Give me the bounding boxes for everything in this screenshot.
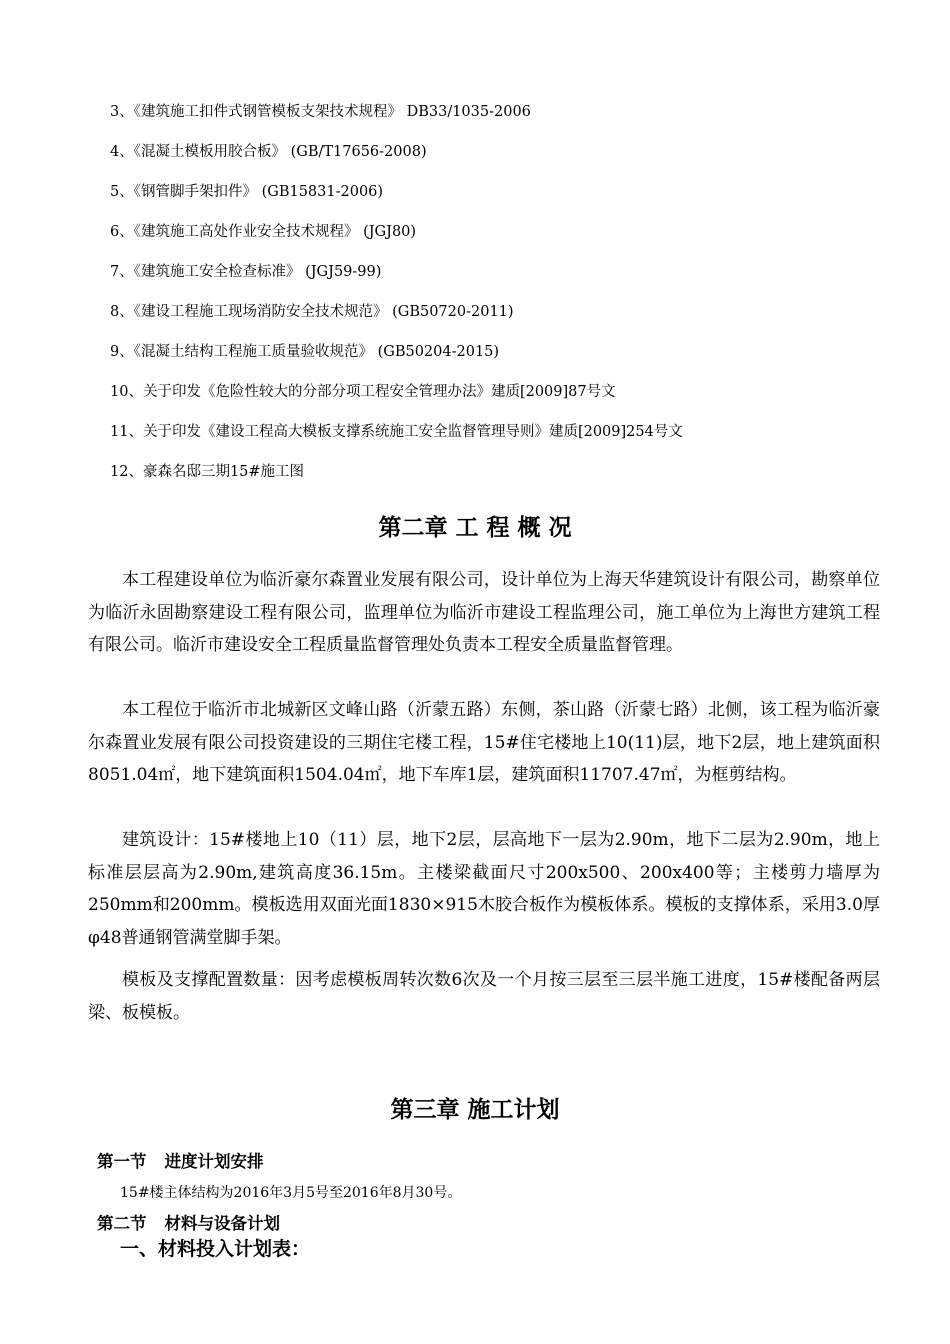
reference-item-6: 6、《建筑施工高处作业安全技术规程》 (JGJ80) — [110, 224, 417, 240]
section-1-heading — [97, 1151, 264, 1173]
chapter-2-title: 第二章 工 程 概 况 — [378, 514, 572, 541]
reference-item-12: 12、豪森名邸三期15#施工图 — [110, 464, 305, 480]
reference-item-11: 11、关于印发《建设工程高大模板支撑系统施工安全监督管理导则》建质[2009]254号文 — [110, 424, 683, 440]
reference-item-9: 9、《混凝土结构工程施工质量验收规范》 (GB50204-2015) — [110, 344, 500, 360]
reference-item-5: 5、《钢管脚手架扣件》 (GB15831-2006) — [110, 184, 384, 200]
overview-paragraph-1: 本工程建设单位为临沂豪尔森置业发展有限公司，设计单位为上海天华建筑设计有限公司，勘察单位为临沂永固勘察建设工程有限公司，监理单位为临沂市建设工程监理公司，施工单位为上海世方建筑工程有限公司。临沂市建设安全工程质量监督管理处负责本工程安全质量监督管理。 — [88, 570, 880, 655]
section-1-title: 进度计划安排 — [164, 1152, 264, 1171]
reference-item-8: 8、《建设工程施工现场消防安全技术规范》 (GB50720-2011) — [110, 304, 514, 320]
overview-paragraph-2: 本工程位于临沂市北城新区文峰山路（沂蒙五路）东侧，茶山路（沂蒙七路）北侧，该工程为临沂豪尔森置业发展有限公司投资建设的三期住宅楼工程，15#住宅楼地上10(11)层，地下2层，地上建筑面积8051.04㎡，地下建筑面积1504.04㎡，地下车库1层，建筑面积11707.47㎡，为框剪结构。 — [88, 700, 880, 785]
reference-item-3: 3、《建筑施工扣件式钢管模板支架技术规程》 DB33/1035-2006 — [110, 104, 531, 120]
reference-item-7: 7、《建筑施工安全检查标准》 (JGJ59-99) — [110, 264, 382, 280]
chapter-3-title: 第三章 施工计划 — [390, 1096, 560, 1123]
section-2-number: 第二节 — [97, 1214, 147, 1233]
section-2-title: 材料与设备计划 — [164, 1214, 280, 1233]
reference-item-4: 4、《混凝土模板用胶合板》 (GB/T17656-2008) — [110, 144, 427, 160]
section-2-heading — [97, 1213, 280, 1235]
overview-paragraph-4: 模板及支撑配置数量：因考虑模板周转次数6次及一个月按三层至三层半施工进度，15#楼配备两层梁、板模板。 — [88, 970, 880, 1023]
material-plan-subheading: 一、材料投入计划表： — [120, 1238, 311, 1260]
reference-item-10: 10、关于印发《危险性较大的分部分项工程安全管理办法》建质[2009]87号文 — [110, 384, 616, 400]
section-1-number: 第一节 — [97, 1152, 147, 1171]
schedule-text: 15#楼主体结构为2016年3月5号至2016年8月30号。 — [120, 1185, 462, 1201]
overview-paragraph-3: 建筑设计：15#楼地上10（11）层，地下2层，层高地下一层为2.90m，地下二层为2.90m，地上标准层层高为2.90m,建筑高度36.15m。主楼梁截面尺寸200x500、200x400等；主楼剪力墙厚为250mm和200mm。模板选用双面光面1830×915木胶合板作为模板体系。模板的支撑体系，采用3.0厚φ48普通钢管满堂脚手架。 — [88, 830, 880, 948]
